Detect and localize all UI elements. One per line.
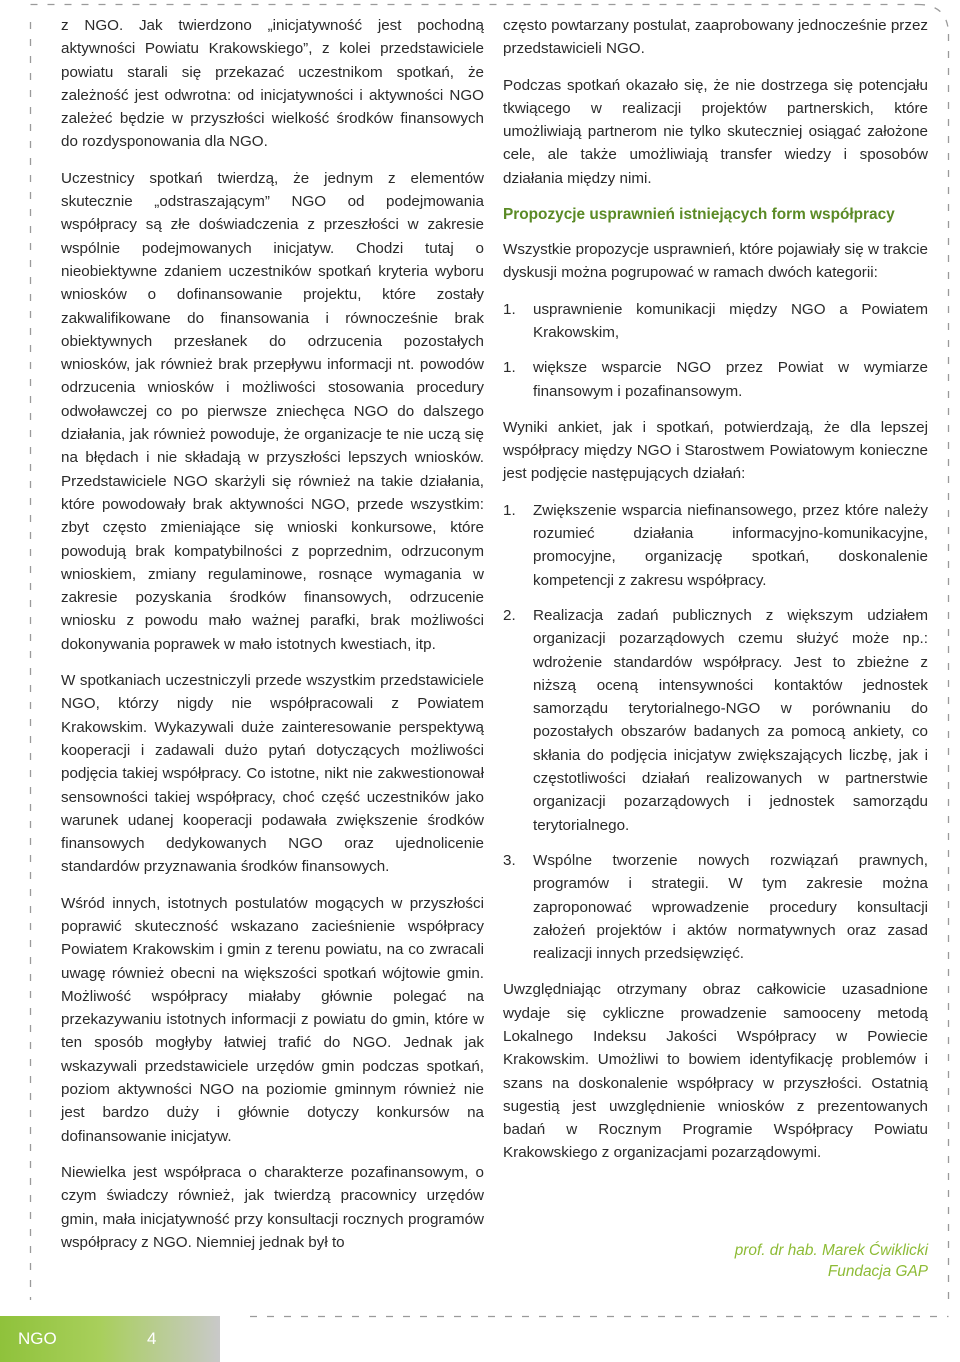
right-column xyxy=(503,14,928,1178)
list-item-number: 2. xyxy=(503,606,516,624)
author-name: prof. dr hab. Marek Ćwiklicki xyxy=(734,1242,928,1259)
left-paragraph-2: Uczestnicy spotkań twierdzą, że jednym z elementów skutecznie „odstraszającym” NGO od podejmowania współpracy są złe doświadczenia z przeszłości w zakresie wspólnie podejmowanych inicjatyw. Chodzi tutaj o nieobiektywne zdaniem uczestników spotkań kryteria wyboru wniosków o dofinansowanie projektu, które zostały zakwalifikowane do finansowania i równocześnie brak obiektywnych przesłanek do odrzucenia pozostałych wniosków, jak również brak przepływu informacji nt. powodów odrzucenia wniosków i możliwości stosowania procedury odwoławczej co po pierwsze zniechęca NGO do dalszego działania, jak również powoduje, że organizacje te nie uczą się na błędach i nie składają w przyszłości lepszych wniosków. Przedstawiciele NGO skarżyli się również na takie działania, które powodowały brak aktywności NGO, przede wszystkim: zbyt często zmieniające się wnioski konkursowe, które powodują brak kompatybilności z poprzednim, odrzuconym wnioskiem, zmiany regulaminowe, rosnące wymagania w zakresie pozyskania środków finansowych, odrzucenie wniosku z powodu mało ważnej parafki, brak możliwości dokonywania poprawek w mało istotnych kwestiach, itp. xyxy=(61,169,484,653)
list-item xyxy=(503,849,928,965)
list-item-number: 1. xyxy=(503,501,516,519)
footer-label: NGO xyxy=(18,1329,57,1348)
list-item-text: Wspólne tworzenie nowych rozwiązań prawnych, programów i strategii. W tym zakresie można zaproponować wprowadzenie procedury konsultacji założeń projektów i aktów normatywnych oraz zasad realizacji innych przedsięwzięć. xyxy=(533,851,928,963)
list-item xyxy=(503,499,928,592)
right-paragraph-2: Podczas spotkań okazało się, że nie dostrzega się potencjału tkwiącego w realizacji projektów partnerskich, które umożliwiają partnerom nie tylko skuteczniej osiągać założone cele, ale także umożliwiają transfer wiedzy i sposobów działania między nimi. xyxy=(503,76,928,187)
list-item-number: 3. xyxy=(503,851,516,869)
right-paragraph-3: Wszystkie propozycje usprawnień, które pojawiały się w trakcie dyskusji można pogrupować w ramach dwóch kategorii: xyxy=(503,241,928,282)
list-item-text: większe wsparcie NGO przez Powiat w wymiarze finansowym i pozafinansowym. xyxy=(533,359,928,400)
list-item-text: usprawnienie komunikacji między NGO a Powiatem Krakowskim, xyxy=(533,300,928,341)
categories-list xyxy=(503,298,928,403)
right-paragraph-1: często powtarzany postulat, zaaprobowany jednocześnie przez przedstawicieli NGO. xyxy=(503,17,928,58)
page-number: 4 xyxy=(147,1329,157,1348)
list-item-number: 1. xyxy=(503,300,516,318)
left-paragraph-1: z NGO. Jak twierdzono „inicjatywność jest pochodną aktywności Powiatu Krakowskiego”, z kolei przedstawiciele powiatu starali się przekazać uczestnikom spotkań, że zależność jest odwrotna: od inicjatywności i aktywności NGO zależeć będzie w przyszłości wielkość środków finansowych do rozdysponowania dla NGO. xyxy=(61,17,484,151)
list-item-text: Zwiększenie wsparcia niefinansowego, przez które należy rozumieć działania informacyjno-komunikacyjne, promocyjne, organizację spotkań, doskonalenie kompetencji z zakresu współpracy. xyxy=(533,501,928,589)
list-item-text: Realizacja zadań publicznych z większym udziałem organizacji pozarządowych czemu służyć może np.: wdrożenie standardów współpracy. Jest to zbieżne z niższą oceną intensywności kontaktów jednostek samorządu terytorialnego-NGO w porównaniu do pozostałych obszarów badanych za pomocą ankiety, co skłania do podjęcia inicjatyw zwiększających liczbę, jak i częstotliwości działań realizowanych w partnerstwie organizacji pozarządowych i jednostek samorządu terytorialnego. xyxy=(533,606,928,834)
list-item-number: 1. xyxy=(503,359,516,377)
right-paragraph-4: Wyniki ankiet, jak i spotkań, potwierdzają, że dla lepszej współpracy między NGO i Starostwem Powiatowym konieczne jest podjęcie następujących działań: xyxy=(503,418,928,483)
left-paragraph-3: W spotkaniach uczestniczyli przede wszystkim przedstawiciele NGO, którzy nigdy nie współpracowali z Powiatem Krakowskim. Wykazywali duże zainteresowanie perspektywą kooperacji i zadawali dużo pytań dotyczących możliwości podjęcia takiej współpracy. Co istotne, nikt nie zakwestionował sensowności takiej współpracy, choć część uczestników jako warunek udanej kooperacji podawała zwiększenie środków finansowych dedykowanych NGO oraz ujednolicenie standardów przyznawania środków finansowych. xyxy=(61,672,484,876)
left-paragraph-4: Wśród innych, istotnych postulatów mogących w przyszłości poprawić skuteczność wskazano zacieśnienie współpracy Powiatem Krakowskim i gmin z terenu powiatu, na co zwracali uwagę również obecni na większości spotkań wójtowie gmin. Możliwość współpracy miałaby głównie polegać na przekazywaniu istotnych informacji z powiatu do gmin, które w ten sposób mogłyby łatwiej trafić do NGO. Jednak jak wskazywali przedstawiciele urzędów gmin podczas spotkań, poziom aktywności NGO na poziomie gminnym również nie jest bardzo duży i głównie dotyczy konkursów na dofinansowanie inicjatyw. xyxy=(61,894,484,1145)
section-heading: Propozycje usprawnień istniejących form współpracy xyxy=(503,206,895,224)
list-item xyxy=(503,356,928,403)
right-paragraph-5: Uwzględniając otrzymany obraz całkowicie uzasadnione wydaje się cykliczne prowadzenie samooceny metodą Lokalnego Indeksu Jakości Współpracy w Powiecie Krakowskim. Umożliwi to bowiem identyfikację problemów i szans na doskonalenie współpracy w przyszłości. Ostatnią sugestią jest uwzględnienie wniosków z prezentowanych badań w Rocznym Programie Współpracy Powiatu Krakowskiego z organizacjami pozarządowymi. xyxy=(503,981,928,1162)
author-organization: Fundacja GAP xyxy=(827,1263,928,1280)
actions-list xyxy=(503,499,928,966)
footer-band xyxy=(0,1316,220,1362)
author-signature xyxy=(503,1240,928,1282)
list-item xyxy=(503,298,928,345)
list-item xyxy=(503,604,928,837)
left-paragraph-5: Niewielka jest współpraca o charakterze pozafinansowym, o czym świadczy również, jak twierdzą pracownicy urzędów gmin, mała inicjatywność przy konsultacji rocznych programów współpracy z NGO. Niemniej jednak był to xyxy=(61,1163,484,1251)
left-column xyxy=(61,14,484,1267)
